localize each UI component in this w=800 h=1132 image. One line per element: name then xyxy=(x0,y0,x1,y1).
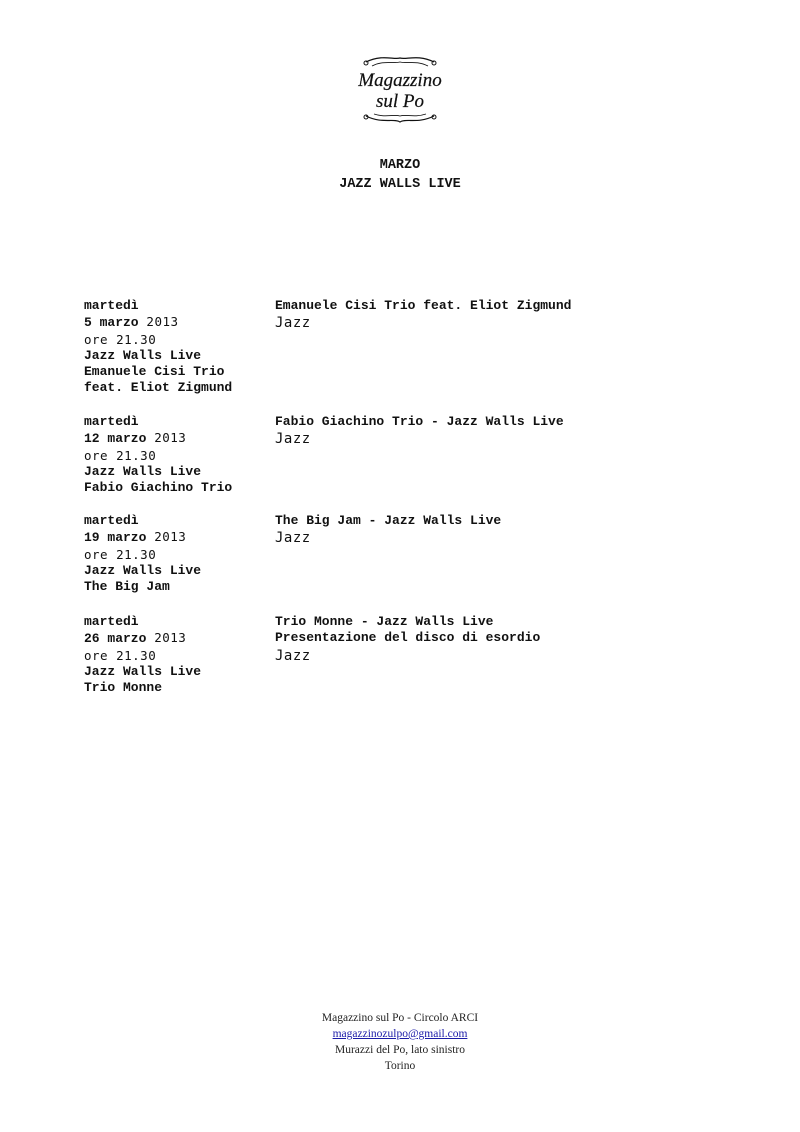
event-performer: feat. Eliot Zigmund xyxy=(84,380,233,396)
event-performer: Fabio Giachino Trio xyxy=(84,480,233,496)
event-genre: Jazz xyxy=(275,647,311,664)
event-details xyxy=(84,513,274,595)
event-summary xyxy=(275,414,725,448)
month-heading: MARZO xyxy=(379,158,421,173)
footer xyxy=(0,1010,800,1074)
event-year: 2013 xyxy=(146,314,179,330)
event-genre: Jazz xyxy=(275,431,311,448)
event-performer: The Big Jam xyxy=(84,579,170,595)
event-day: martedì xyxy=(84,298,139,313)
event-date-line xyxy=(84,430,274,447)
footer-city: Torino xyxy=(384,1060,416,1072)
event-series: Jazz Walls Live xyxy=(84,562,202,578)
event-date: 12 marzo xyxy=(84,431,147,447)
event-date: 5 marzo xyxy=(84,315,139,331)
event-performer: Trio Monne xyxy=(84,680,163,696)
event-summary xyxy=(275,614,725,665)
event-time: ore 21.30 xyxy=(84,546,157,562)
event-year: 2013 xyxy=(154,630,187,646)
event-details xyxy=(84,614,274,696)
footer-org: Magazzino sul Po - Circolo ARCI xyxy=(321,1012,479,1024)
event-date-line xyxy=(84,529,274,546)
email-link[interactable]: magazzinozulpo@gmail.com xyxy=(332,1028,468,1040)
footer-email-line xyxy=(0,1026,800,1042)
event-details xyxy=(84,298,274,397)
event-genre: Jazz xyxy=(275,530,311,547)
event-time: ore 21.30 xyxy=(84,447,157,463)
svg-text:Magazzino: Magazzino xyxy=(358,70,442,91)
event-summary xyxy=(275,513,725,547)
event-performer: Emanuele Cisi Trio xyxy=(84,364,225,380)
event-date: 19 marzo xyxy=(84,530,147,546)
logo xyxy=(346,52,454,128)
event-details xyxy=(84,414,274,496)
event-series: Jazz Walls Live xyxy=(84,347,202,363)
event-time: ore 21.30 xyxy=(84,331,157,347)
event-day: martedì xyxy=(84,513,139,528)
event-series: Jazz Walls Live xyxy=(84,463,202,479)
event-series: Jazz Walls Live xyxy=(84,663,202,679)
svg-text:sul Po: sul Po xyxy=(375,91,425,112)
event-date-line xyxy=(84,314,274,331)
event-year: 2013 xyxy=(154,430,187,446)
event-title: The Big Jam - Jazz Walls Live xyxy=(275,513,502,528)
event-genre: Jazz xyxy=(275,315,311,332)
event-subtitle: Presentazione del disco di esordio xyxy=(275,630,541,646)
series-heading: JAZZ WALLS LIVE xyxy=(339,177,461,192)
footer-address: Murazzi del Po, lato sinistro xyxy=(335,1044,465,1056)
event-title: Fabio Giachino Trio - Jazz Walls Live xyxy=(275,414,564,429)
event-year: 2013 xyxy=(154,529,187,545)
event-summary xyxy=(275,298,725,332)
event-date-line xyxy=(84,630,274,647)
event-day: martedì xyxy=(84,614,139,629)
event-time: ore 21.30 xyxy=(84,647,157,663)
event-day: martedì xyxy=(84,414,139,429)
event-title: Emanuele Cisi Trio feat. Eliot Zigmund xyxy=(275,298,572,313)
logo-emblem xyxy=(346,52,454,128)
event-date: 26 marzo xyxy=(84,631,147,647)
event-title: Trio Monne - Jazz Walls Live xyxy=(275,614,494,629)
